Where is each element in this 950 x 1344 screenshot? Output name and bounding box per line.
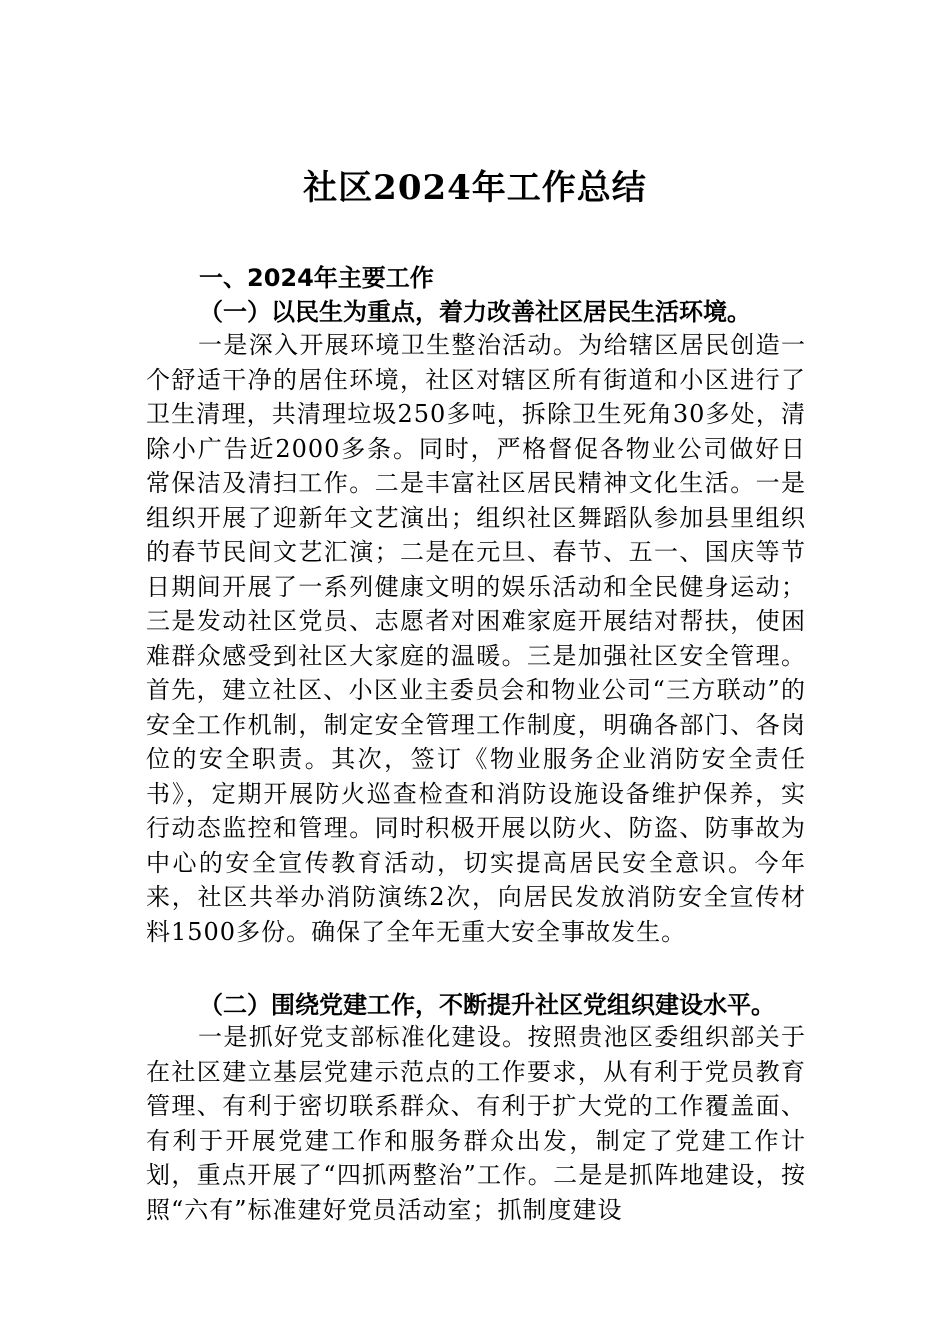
- body-paragraph-party-building: 一是抓好党支部标准化建设。按照贵池区委组织部关于在社区建立基层党建示范点的工作要求，从有利于党员教育管理、有利于密切联系群众、有利于扩大党的工作覆盖面、有利于开展党建工作和服务群众出发，制定了党建工作计划，重点开展了“四抓两整治”工作。二是是抓阵地建设，按照“六有”标准建好党员活动室；抓制度建设: [146, 1023, 806, 1224]
- subsection-heading-livelihood: （一）以民生为重点，着力改善社区居民生活环境。: [199, 297, 751, 326]
- body-paragraph-livelihood: 一是深入开展环境卫生整治活动。为给辖区居民创造一个舒适干净的居住环境，社区对辖区所有街道和小区进行了卫生清理，共清理垃圾250多吨，拆除卫生死角30多处，清除小广告近2000多条。同时，严格督促各物业公司做好日常保洁及清扫工作。二是丰富社区居民精神文化生活。一是组织开展了迎新年文艺演出；组织社区舞蹈队参加县里组织的春节民间文艺汇演；二是在元旦、春节、五一、国庆等节日期间开展了一系列健康文明的娱乐活动和全民健身运动；三是发动社区党员、志愿者对困难家庭开展结对帮扶，使困难群众感受到社区大家庭的温暖。三是加强社区安全管理。首先，建立社区、小区业主委员会和物业公司“三方联动”的安全工作机制，制定安全管理工作制度，明确各部门、各岗位的安全职责。其次，签订《物业服务企业消防安全责任书》，定期开展防火巡查检查和消防设施设备维护保养，实行动态监控和管理。同时积极开展以防火、防盗、防事故为中心的安全宣传教育活动，切实提高居民安全意识。今年来，社区共举办消防演练2次，向居民发放消防安全宣传材料1500多份。确保了全年无重大安全事故发生。: [146, 331, 806, 946]
- subsection-heading-party-building: （二）围绕党建工作，不断提升社区党组织建设水平。: [199, 990, 775, 1019]
- section-heading-main-work: 一、2024年主要工作: [199, 264, 434, 292]
- document-title: 社区2024年工作总结: [303, 168, 647, 208]
